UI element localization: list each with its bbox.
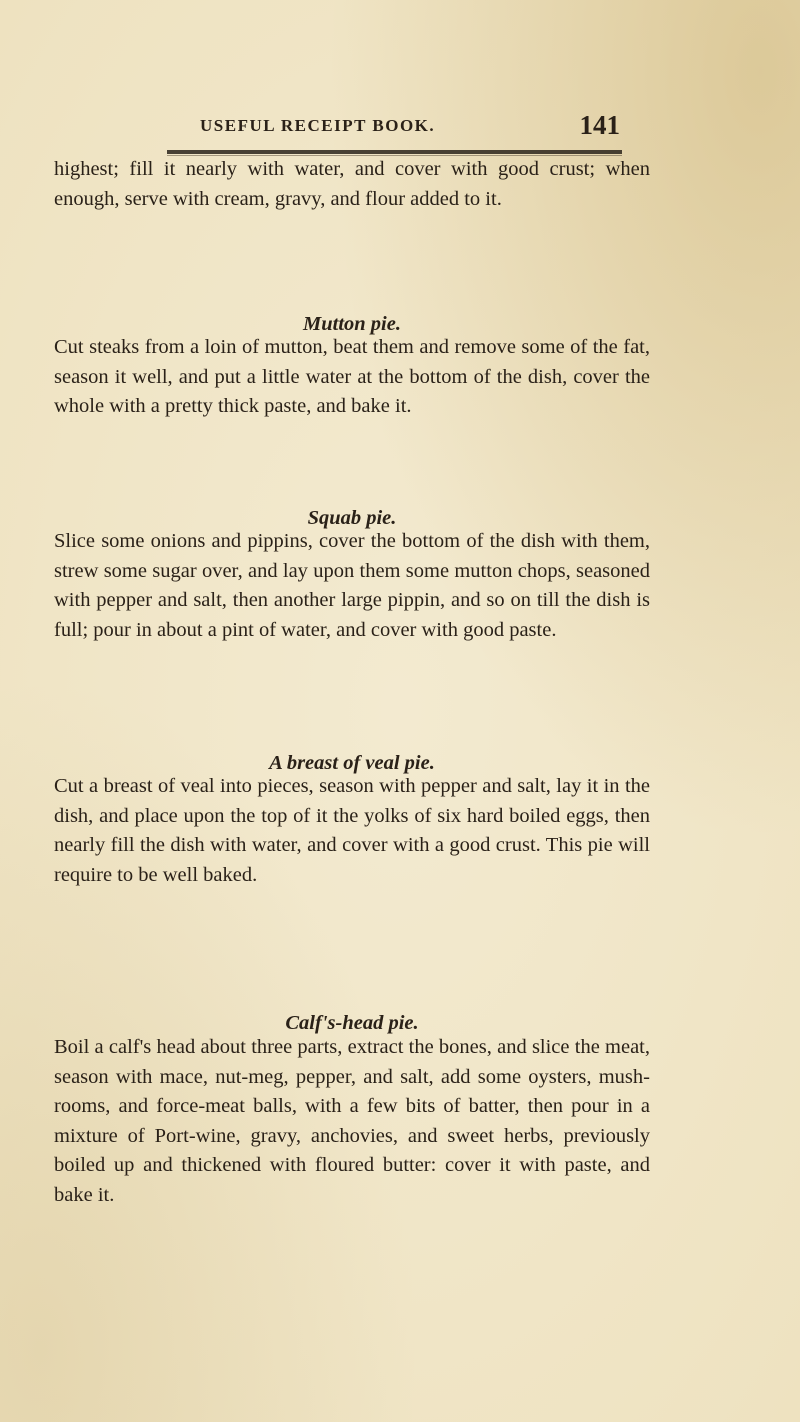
running-head: [200, 112, 620, 152]
paragraph-mutton-pie: Cut steaks from a loin of mutton, beat them and remove some of the fat, season it well, and put a little water at the bottom of the dish, cover the whole with a pretty thick paste, and bake it.: [54, 336, 650, 418]
paragraph-breast-of-veal-pie: Cut a breast of veal into pieces, season with pepper and salt, lay it in the dish, and place upon the top of it the yolks of six hard boiled eggs, then nearly fill the dish with water, and cover with a good crust. This pie will require to be well baked.: [54, 775, 650, 886]
heading-calfs-head-pie: Calf's-head pie.: [285, 1012, 419, 1034]
continued-paragraph: highest; fill it nearly with water, and cover with good crust; when enough, serve with cream, gravy, and flour added to it.: [54, 158, 650, 210]
page-number: 141: [579, 110, 620, 140]
heading-breast-of-veal-pie: A breast of veal pie.: [269, 752, 435, 774]
heading-mutton-pie: Mutton pie.: [303, 313, 401, 335]
running-title: USEFUL RECEIPT BOOK.: [200, 116, 436, 135]
paragraph-calfs-head-pie: Boil a calf's head about three parts, extract the bones, and slice the meat, season with mace, nut-meg, pepper, and salt, add some oysters, mush-rooms, and force-meat balls, with a few bits of batter, then pour in a mixture of Port-wine, gravy, anchovies, and sweet herbs, previously boiled up and thickened with floured butter: cover it with paste, and bake it.: [54, 1036, 650, 1206]
heading-squab-pie: Squab pie.: [307, 507, 397, 529]
paragraph-squab-pie: Slice some onions and pippins, cover the bottom of the dish with them, strew some sugar over, and lay upon them some mutton chops, seasoned with pepper and salt, then another large pippin, and so on till the dish is full; pour in about a pint of water, and cover with good paste.: [54, 530, 650, 641]
header-rule: [167, 150, 622, 154]
